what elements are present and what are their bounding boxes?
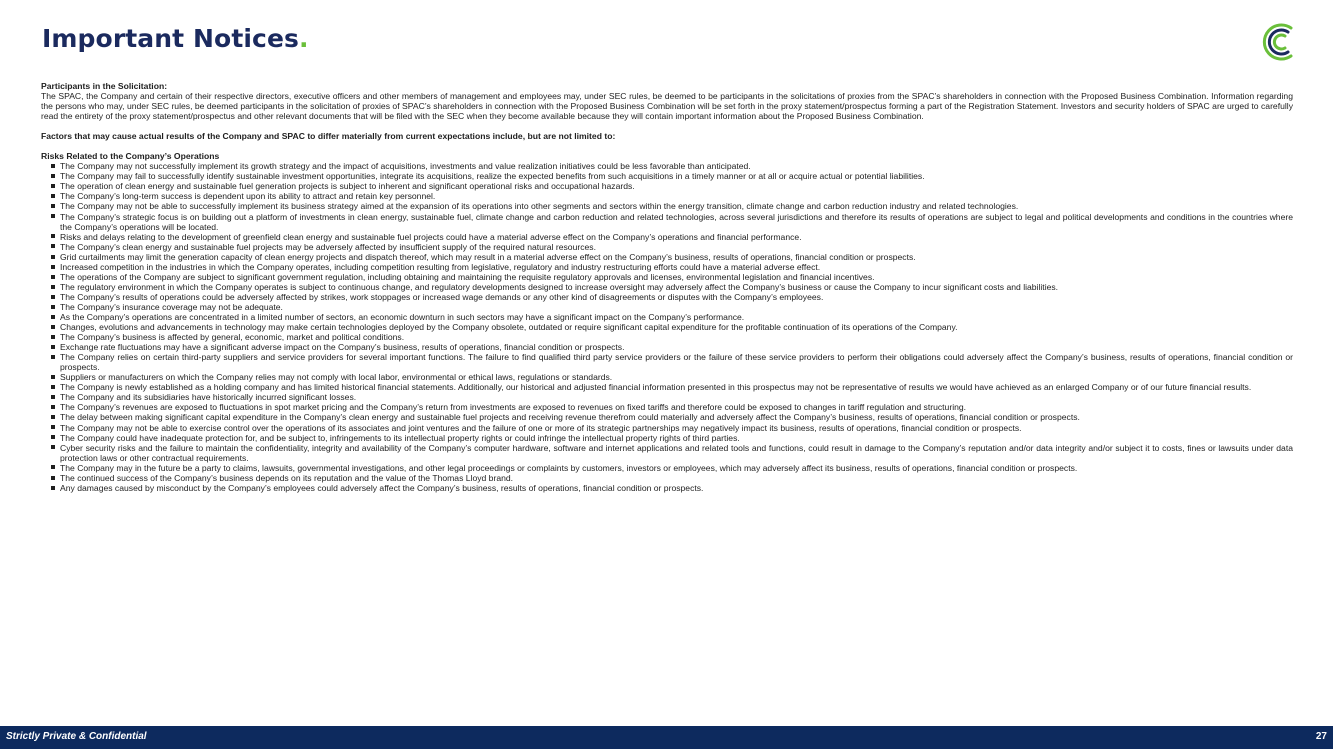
notice-content bbox=[41, 81, 1293, 493]
risks-heading: Risks Related to the Company’s Operations bbox=[41, 151, 220, 162]
risk-item: The Company’s clean energy and sustainable fuel projects may be adversely affected by insufficient supply of the required natural resources. bbox=[41, 242, 1293, 252]
page-title bbox=[42, 24, 309, 53]
risk-item: The Company may in the future be a party to claims, lawsuits, governmental investigations, and other legal proceedings or complaints by customers, investors or employees, which may adversely affect its business, results of operations, financial condition or prospects. bbox=[41, 463, 1293, 473]
risk-item: The delay between making significant capital expenditure in the Company’s clean energy and sustainable fuel projects and receiving revenue therefrom could materially and adversely affect the Company’s business, results of operations, financial condition or prospects. bbox=[41, 412, 1293, 422]
risk-item: Grid curtailments may limit the generation capacity of clean energy projects and dispatch thereof, which may result in a material adverse effect on the Company’s business, results of operations, financial condition or prospects. bbox=[41, 252, 1293, 262]
risk-item: The Company is newly established as a holding company and has limited historical financial statements. Additionally, our historical and adjusted financial information presented in this prospectus may not be representative of results we would have achieved as an enlarged Company or of our future financial results. bbox=[41, 382, 1293, 392]
risk-item: Any damages caused by misconduct by the Company’s employees could adversely affect the Company’s business, results of operations, financial condition or prospects. bbox=[41, 483, 1293, 493]
risk-item: The Company may not be able to exercise control over the operations of its associates and joint ventures and the failure of one or more of its strategic partnerships may negatively impact its business, results of operations, financial condition or prospects. bbox=[41, 423, 1293, 433]
risk-item: The Company may not successfully implement its growth strategy and the impact of acquisitions, investments and value realization initiatives could be less favorable than anticipated. bbox=[41, 161, 1293, 171]
risk-item: Exchange rate fluctuations may have a significant adverse impact on the Company’s business, results of operations, financial condition or prospects. bbox=[41, 342, 1293, 352]
risk-list bbox=[41, 161, 1293, 493]
risk-item: Increased competition in the industries in which the Company operates, including competition resulting from legislative, regulatory and industry restructuring efforts could have a material adverse effect. bbox=[41, 262, 1293, 272]
page-number: 27 bbox=[1315, 731, 1327, 742]
risk-item: The operations of the Company are subject to significant government regulation, including obtaining and maintaining the requisite regulatory approvals and licenses, environmental legislation and financial incentives. bbox=[41, 272, 1293, 282]
page-title-text: Important Notices bbox=[42, 24, 299, 53]
risk-item: The continued success of the Company’s business depends on its reputation and the value of the Thomas Lloyd brand. bbox=[41, 473, 1293, 483]
risk-item: The Company’s insurance coverage may not be adequate. bbox=[41, 302, 1293, 312]
confidential-label: Strictly Private & Confidential bbox=[6, 731, 147, 742]
risk-item: The Company relies on certain third-party suppliers and service providers for several important functions. The failure to find qualified third party service providers or the failure of these service providers to perform their obligations could adversely affect the Company’s business, results of operations, financial condition or prospects. bbox=[41, 352, 1293, 372]
risk-item: The Company may fail to successfully identify sustainable investment opportunities, integrate its acquisitions, realize the expected benefits from such acquisitions in a timely manner or at all or acquire actual or potential liabilities. bbox=[41, 171, 1293, 181]
risk-item: The Company’s results of operations could be adversely affected by strikes, work stoppages or increased wage demands or any other kind of disagreements or disputes with the Company’s employees. bbox=[41, 292, 1293, 302]
page-title-dot: . bbox=[299, 24, 309, 53]
risk-item: The operation of clean energy and sustainable fuel generation projects is subject to inherent and significant operational risks and occupational hazards. bbox=[41, 181, 1293, 191]
risk-item: The Company may not be able to successfully implement its business strategy aimed at the expansion of its operations into other segments and sectors within the energy transition, climate change and carbon reduction industry and related technologies. bbox=[41, 201, 1293, 211]
factors-heading: Factors that may cause actual results of the Company and SPAC to differ materially from current expectations include, but are not limited to: bbox=[41, 131, 616, 142]
risk-item: The Company’s business is affected by general, economic, market and political conditions. bbox=[41, 332, 1293, 342]
risk-item: As the Company’s operations are concentrated in a limited number of sectors, an economic downturn in such sectors may have a significant impact on the Company’s performance. bbox=[41, 312, 1293, 322]
risk-item: Cyber security risks and the failure to maintain the confidentiality, integrity and availability of the Company’s computer hardware, software and internet applications and related tools and functions, could result in damage to the Company’s reputation and/or data integrity and/or subject it to costs, fines or lawsuits under data protection laws or other contractual requirements. bbox=[41, 443, 1293, 463]
risk-item: The Company’s long-term success is dependent upon its ability to attract and retain key personnel. bbox=[41, 191, 1293, 201]
participants-heading: Participants in the Solicitation: bbox=[41, 81, 168, 91]
risk-item: The Company and its subsidiaries have historically incurred significant losses. bbox=[41, 392, 1293, 402]
risk-item: The Company could have inadequate protection for, and be subject to, infringements to its intellectual property rights or could infringe the intellectual property rights of third parties. bbox=[41, 433, 1293, 443]
footer-bar bbox=[0, 726, 1333, 749]
risk-item: Changes, evolutions and advancements in technology may make certain technologies deployed by the Company obsolete, outdated or require significant capital expenditure for the profitable continuation of its operations of the Company. bbox=[41, 322, 1293, 332]
c-rings-logo-icon bbox=[1259, 20, 1299, 64]
risk-item: Suppliers or manufacturers on which the Company relies may not comply with local labor, environmental or ethical laws, regulations or standards. bbox=[41, 372, 1293, 382]
risk-item: The regulatory environment in which the Company operates is subject to continuous change, and regulatory developments designed to increase oversight may adversely affect the Company’s business or cause the Company to incur significant costs and liabilities. bbox=[41, 282, 1293, 292]
risk-item: Risks and delays relating to the development of greenfield clean energy and sustainable fuel projects could have a material adverse effect on the Company’s operations and financial performance. bbox=[41, 232, 1293, 242]
participants-body: The SPAC, the Company and certain of their respective directors, executive officers and other members of management and employees may, under SEC rules, be deemed to be participants in the solicitations of proxies from the SPAC’s shareholders in connection with the Proposed Business Combination. Information regarding the persons who may, under SEC rules, be deemed participants in the solicitation of proxies of SPAC’s shareholders in connection with the Proposed Business Combination will be set forth in the proxy statement/prospectus forming a part of the Registration Statement. Investors and security holders of SPAC are urged to carefully read the entirety of the proxy statement/prospectus and other relevant documents that will be filed with the SEC when they become available because they will contain important information about the Proposed Business Combination. bbox=[41, 91, 1293, 122]
risk-item: The Company’s revenues are exposed to fluctuations in spot market pricing and the Company’s return from investments are exposed to revenues on fixed tariffs and therefore could be exposed to changes in tariff regulation and structuring. bbox=[41, 402, 1293, 412]
risk-item: The Company’s strategic focus is on building out a platform of investments in clean energy, sustainable fuel, climate change and carbon reduction and related technologies, across several jurisdictions and therefore its results of operations are subject to legal and political developments and conditions in the countries where the Company’s operations will be located. bbox=[41, 212, 1293, 232]
